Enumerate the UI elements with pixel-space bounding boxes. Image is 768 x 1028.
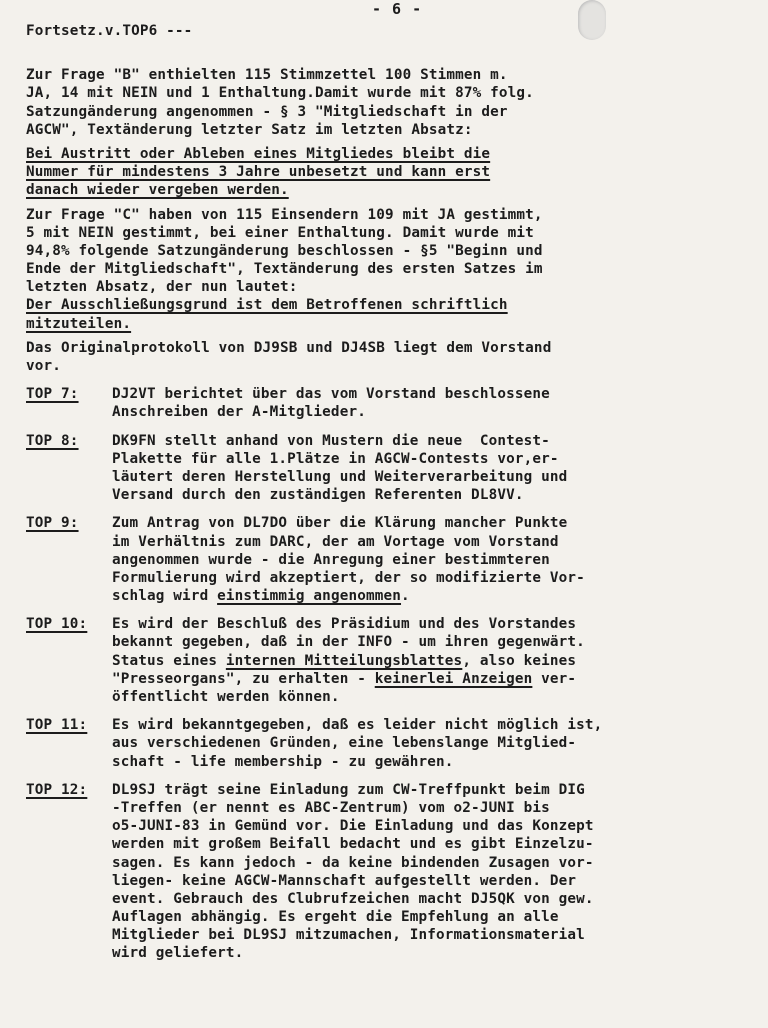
quote-frage-c: Der Ausschließungsgrund ist dem Betroffenen schriftlich mitzuteilen. — [26, 297, 508, 332]
top-label: TOP 11: — [26, 717, 88, 734]
document-body — [26, 22, 754, 963]
paragraph-frage-c: Zur Frage "C" haben von 115 Einsendern 109 mit JA gestimmt, 5 mit NEIN gestimmt, bei einer Enthaltung. Damit wurde mit 94,8% folgende Satzungänderung beschlossen - §5 "Beginn und Ende der Mitgliedschaft", Textänderung des ersten Satzes im letzten Absatz, der nun lautet: — [26, 206, 543, 296]
quote-frage-b: Bei Austritt oder Ableben eines Mitgliedes bleibt die Nummer für mindestens 3 Jahre unbesetzt und kann erst danach wieder vergeben werden. — [26, 145, 491, 199]
continuation-header: Fortsetz.v.TOP6 --- — [26, 23, 193, 39]
top-label: TOP 7: — [26, 386, 79, 403]
paragraph-protocol: Das Originalprotokoll von DJ9SB und DJ4SB liegt dem Vorstand vor. — [26, 339, 552, 374]
top-label: TOP 10: — [26, 616, 88, 633]
page-number: - 6 - — [372, 0, 423, 18]
top-label: TOP 8: — [26, 432, 79, 449]
agenda-item-top11: TOP 11: Es wird bekanntgegeben, daß es leider nicht möglich ist, aus verschiedenen Gründen, eine lebenslange Mitglied- schaft - life membership - zu gewähren. — [26, 717, 603, 770]
agenda-item-top12: TOP 12: DL9SJ trägt seine Einladung zum CW-Treffpunkt beim DIG -Treffen (er nennt es ABC-Zentrum) vom o2-JUNI bis o5-JUNI-83 in Gemünd vor. Die Einladung und das Konzept werden mit großem Beifall bedacht und es gibt Einzelzu- sagen. Es kann jedoch - da keine bindenden Zusagen vor- liegen- keine AGCW-Mannschaft aufgestellt werden. Der event. Gebrauch des Clubrufzeichen macht DJ5QK von gew. Auflagen abhängig. Es ergeht die Empfehlung an alle Mitglieder bei DL9SJ mitzumachen, Informationsmaterial wird geliefert. — [26, 781, 594, 962]
agenda-item-top8: TOP 8: DK9FN stellt anhand von Mustern die neue Contest- Plakette für alle 1.Plätze in AGCW-Contests vor,er- läutert deren Herstellung und Weiterverarbeitung und Versand durch den zuständigen Referenten DL8VV. — [26, 432, 568, 504]
paragraph-frage-b: Zur Frage "B" enthielten 115 Stimmzettel 100 Stimmen m. JA, 14 mit NEIN und 1 Enthaltung.Damit wurde mit 87% folg. Satzungänderung angenommen - § 3 "Mitgliedschaft in der AGCW", Textänderung letzter Satz im letzten Absatz: — [26, 67, 534, 138]
top-label: TOP 9: — [26, 515, 79, 532]
agenda-item-top10: TOP 10: Es wird der Beschluß des Präsidium und des Vorstandes bekannt gegeben, daß in der INFO - um ihren gegenwärt. Status eines internen Mitteilungsblattes, also keines "Presseorgans", zu erhalten - keinerlei Anzeigen ver- öffentlicht werden können. — [26, 616, 585, 705]
agenda-item-top9: TOP 9: Zum Antrag von DL7DO über die Klärung mancher Punkte im Verhältnis zum DARC, der am Vortage vom Vorstand angenommen wurde - die Anregung einer bestimmteren Formulierung wird akzeptiert, der so modifizierte Vor- schlag wird einstimmig angenommen. — [26, 515, 585, 605]
top-label: TOP 12: — [26, 781, 88, 798]
agenda-item-top7: TOP 7: DJ2VT berichtet über das vom Vorstand beschlossene Anschreiben der A-Mitglieder. — [26, 386, 550, 421]
